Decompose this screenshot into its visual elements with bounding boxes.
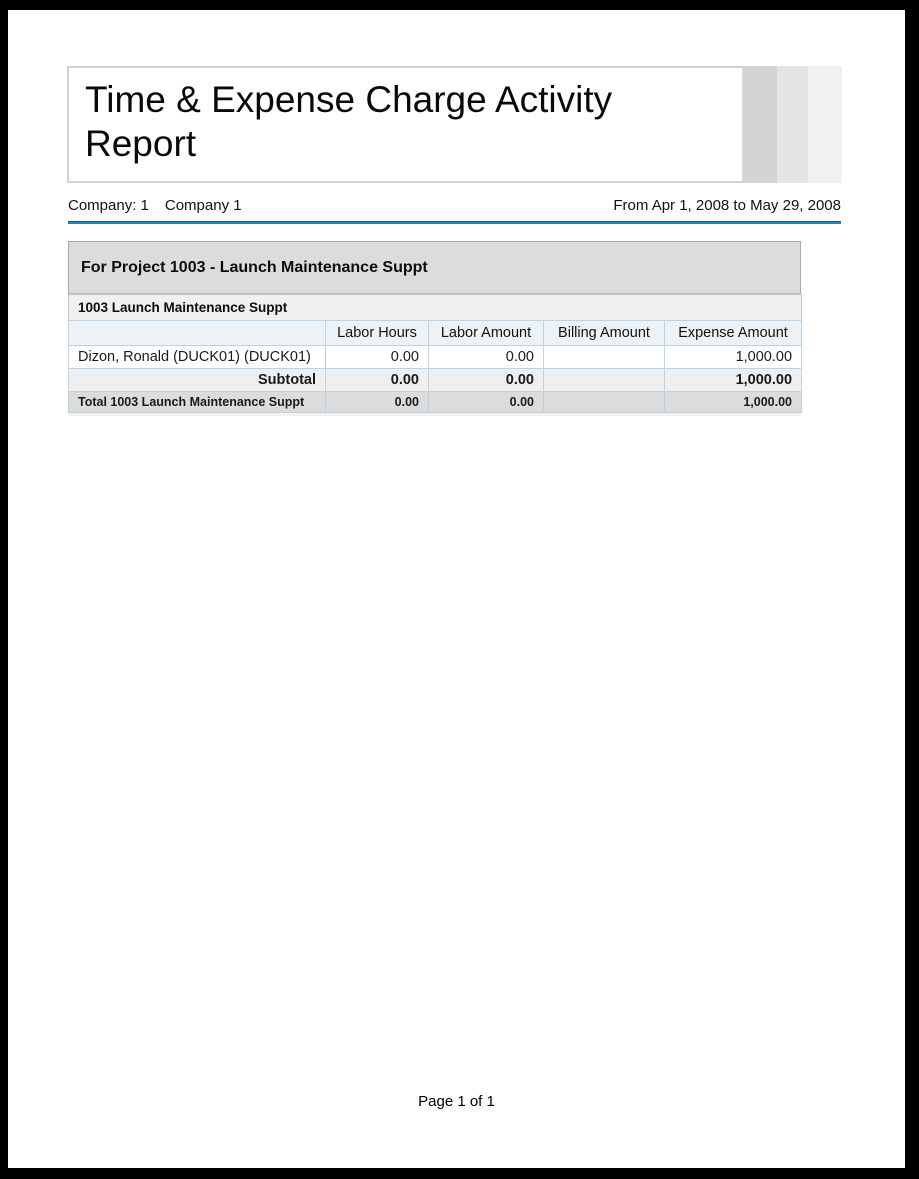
report-meta-row xyxy=(68,194,841,216)
company-info xyxy=(68,197,242,214)
employee-name: Dizon, Ronald (DUCK01) (DUCK01) xyxy=(69,346,326,369)
group-header-row xyxy=(69,295,802,321)
table-row xyxy=(69,346,802,369)
subtotal-labor-hours: 0.00 xyxy=(326,369,429,392)
charge-activity-table xyxy=(68,294,802,413)
title-banner xyxy=(67,66,842,183)
report-body xyxy=(68,241,801,413)
labor-hours-value: 0.00 xyxy=(326,346,429,369)
total-row xyxy=(69,392,802,413)
report-title: Time & Expense Charge Activity Report xyxy=(67,66,743,183)
total-labor-amount: 0.00 xyxy=(429,392,544,413)
accent-rule xyxy=(68,221,841,224)
company-name: Company 1 xyxy=(164,196,242,214)
total-billing-amount xyxy=(544,392,665,413)
subtotal-labor-amount: 0.00 xyxy=(429,369,544,392)
subtotal-billing-amount xyxy=(544,369,665,392)
total-labor-hours: 0.00 xyxy=(326,392,429,413)
column-header-blank xyxy=(69,321,326,346)
subtotal-row xyxy=(69,369,802,392)
group-header: 1003 Launch Maintenance Suppt xyxy=(69,295,802,321)
column-header-expense-amount: Expense Amount xyxy=(665,321,802,346)
project-section-header: For Project 1003 - Launch Maintenance Suppt xyxy=(68,241,801,294)
expense-amount-value: 1,000.00 xyxy=(665,346,802,369)
labor-amount-value: 0.00 xyxy=(429,346,544,369)
column-header-row xyxy=(69,321,802,346)
banner-gradient-band-3 xyxy=(808,66,842,183)
banner-gradient-band-2 xyxy=(777,66,808,183)
subtotal-expense-amount: 1,000.00 xyxy=(665,369,802,392)
billing-amount-value xyxy=(544,346,665,369)
page-footer: Page 1 of 1 xyxy=(418,1093,495,1110)
date-range: From Apr 1, 2008 to May 29, 2008 xyxy=(613,196,841,214)
total-expense-amount: 1,000.00 xyxy=(665,392,802,413)
company-label: Company: 1 xyxy=(68,196,149,214)
column-header-labor-hours: Labor Hours xyxy=(326,321,429,346)
report-page xyxy=(8,10,905,1168)
column-header-labor-amount: Labor Amount xyxy=(429,321,544,346)
column-header-billing-amount: Billing Amount xyxy=(544,321,665,346)
banner-gradient-band-1 xyxy=(743,66,777,183)
subtotal-label: Subtotal xyxy=(69,369,326,392)
total-label: Total 1003 Launch Maintenance Suppt xyxy=(69,392,326,413)
